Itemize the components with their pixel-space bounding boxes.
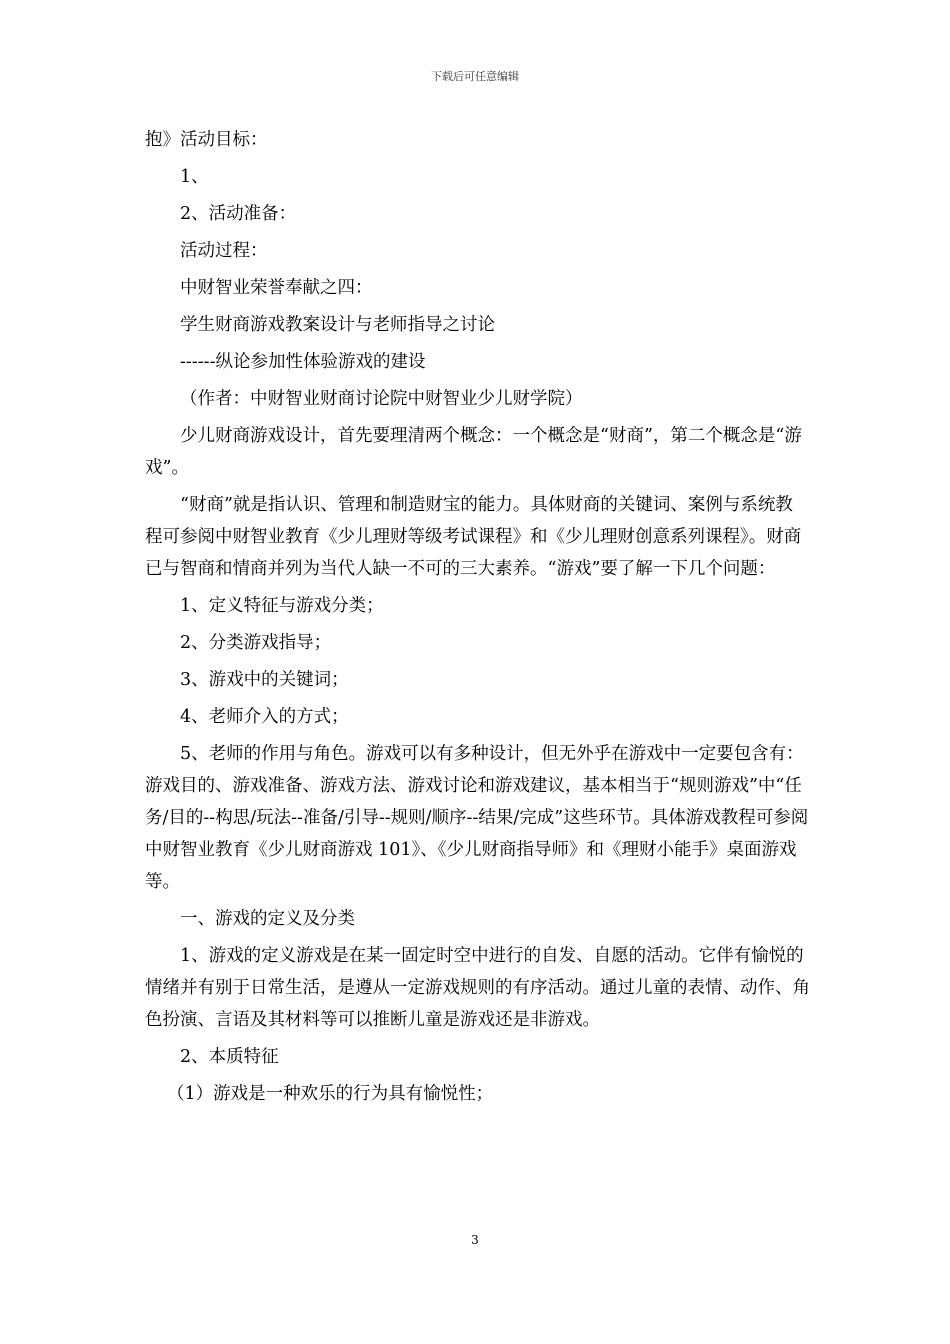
paragraph: 5、老师的作用与角色。游戏可以有多种设计，但无外乎在游戏中一定要包含有：游戏目的、游戏准备、游戏方法、游戏讨论和游戏建议，基本相当于“规则游戏”中“任务/目的--构思/玩法--准备/引导--规则/顺序--结果/完成”这些环节。具体游戏教程可参阅中财智业教育《少儿财商游戏 101》、《少儿财商指导师》和《理财小能手》桌面游戏等。 [145,744,809,892]
paragraph: 活动过程： [180,241,268,261]
paragraph: 3、游戏中的关键词； [180,670,349,690]
paragraph: 学生财商游戏教案设计与老师指导之讨论 [180,315,495,335]
paragraph: 2、活动准备： [180,204,297,224]
document-body [145,124,810,1115]
paragraph: 4、老师介入的方式； [180,707,349,727]
paragraph: 1、 [180,167,209,187]
paragraph: 1、定义特征与游戏分类； [180,596,384,616]
paragraph: ------纵论参加性体验游戏的建设 [180,352,426,372]
paragraph: 抱》活动目标： [145,130,268,150]
paragraph: （1）游戏是一种欢乐的行为具有愉悦性； [167,1084,494,1104]
paragraph: （作者：中财智业财商讨论院中财智业少儿财学院） [180,389,583,409]
page-number: 3 [471,1233,479,1247]
page-header: 下载后可任意编辑 [431,70,519,83]
paragraph: “财商”就是指认识、管理和制造财宝的能力。具体财商的关键词、案例与系统教程可参阅中财智业教育《少儿理财等级考试课程》和《少儿理财创意系列课程》。财商已与智商和情商并列为当代人缺一不可的三大素养。“游戏”要了解一下几个问题： [145,495,802,579]
paragraph: 2、本质特征 [180,1047,279,1067]
paragraph: 1、游戏的定义游戏是在某一固定时空中进行的自发、自愿的活动。它伴有愉悦的情绪并有别于日常生活，是遵从一定游戏规则的有序活动。通过儿童的表情、动作、角色扮演、言语及其材料等可以推断儿童是游戏还是非游戏。 [145,946,810,1030]
paragraph: 中财智业荣誉奉献之四： [180,278,373,298]
section-heading: 一、游戏的定义及分类 [180,909,355,929]
paragraph: 少儿财商游戏设计，首先要理清两个概念：一个概念是“财商”，第二个概念是“游戏”。 [145,426,802,478]
paragraph: 2、分类游戏指导； [180,633,332,653]
